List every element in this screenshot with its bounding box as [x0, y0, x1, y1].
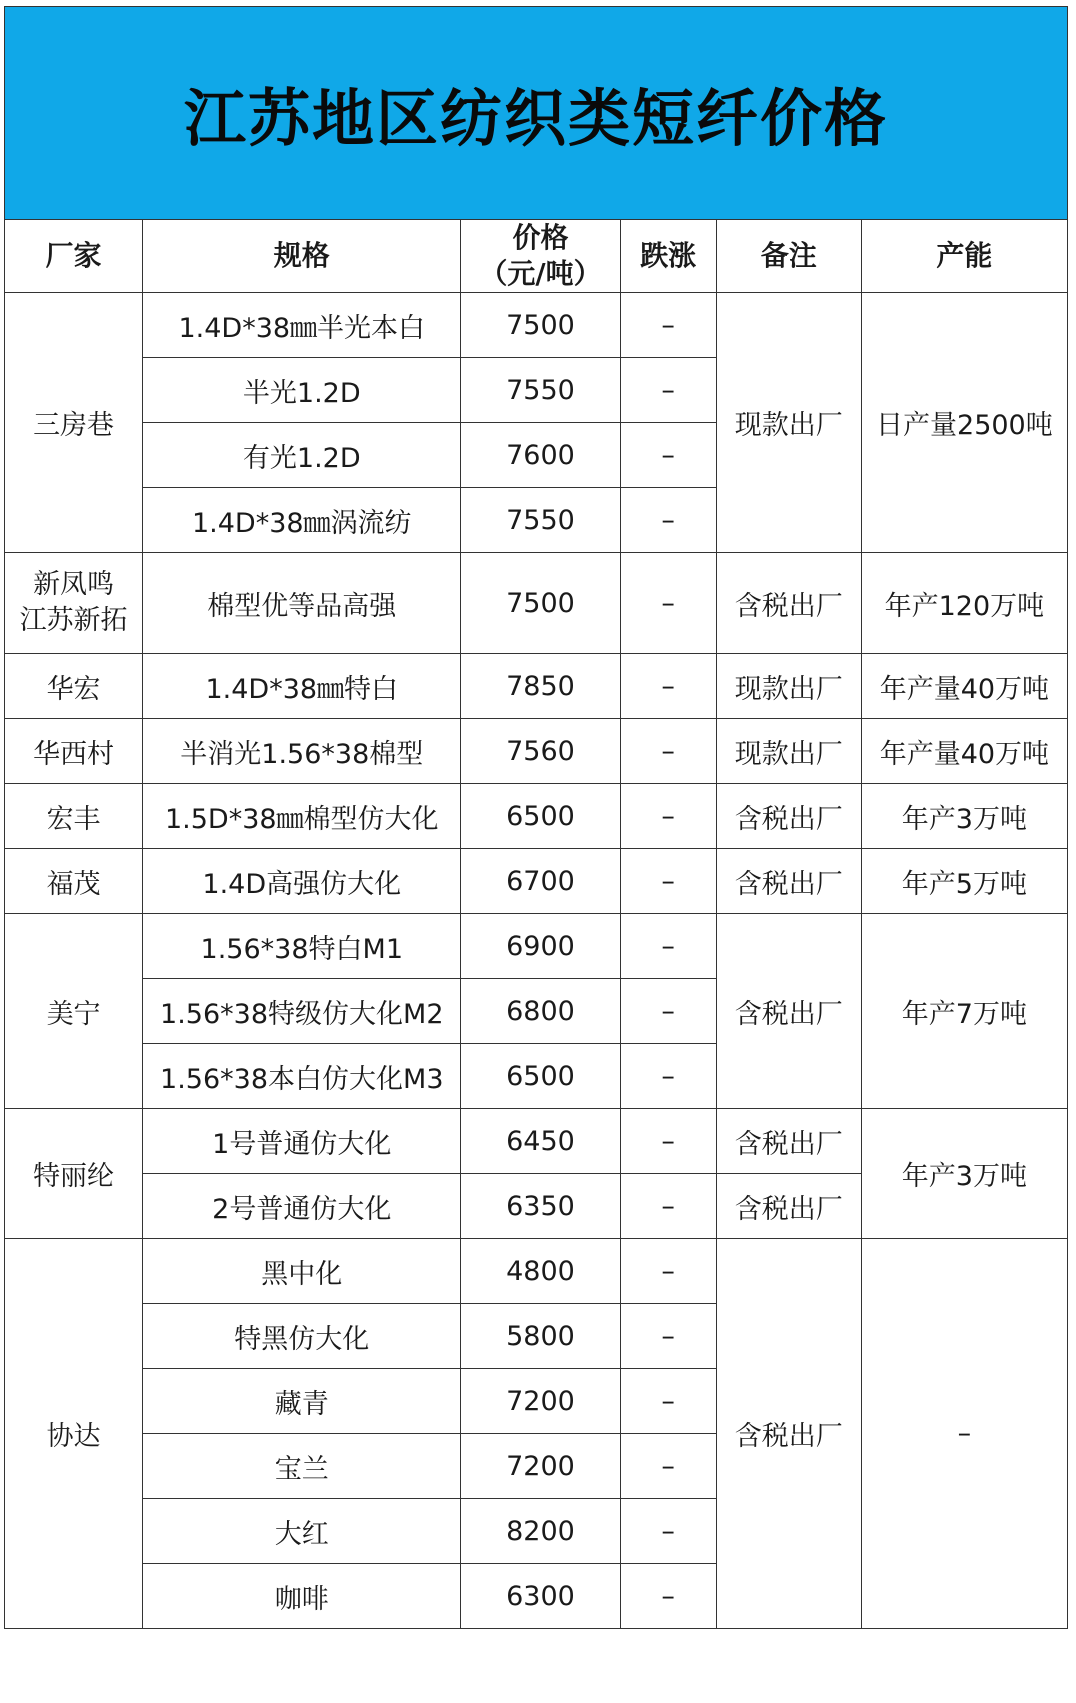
note-cell: 现款出厂	[716, 293, 861, 553]
price-cell: 7550	[461, 358, 620, 423]
note-cell: 含税出厂	[716, 784, 861, 849]
price-cell: 6300	[461, 1564, 620, 1629]
capacity-cell: 年产120万吨	[861, 553, 1067, 654]
spec-cell: 1.56*38特级仿大化M2	[143, 979, 461, 1044]
manufacturer-cell: 美宁	[5, 914, 143, 1109]
change-cell: –	[620, 1044, 716, 1109]
change-cell: –	[620, 1304, 716, 1369]
header-spec: 规格	[143, 220, 461, 293]
capacity-cell: 年产3万吨	[861, 1109, 1067, 1239]
capacity-cell: 年产量40万吨	[861, 719, 1067, 784]
header-manufacturer: 厂家	[5, 220, 143, 293]
price-table	[4, 219, 1068, 1629]
spec-cell: 宝兰	[143, 1434, 461, 1499]
note-cell: 含税出厂	[716, 849, 861, 914]
price-cell: 5800	[461, 1304, 620, 1369]
table-row	[5, 654, 1068, 719]
change-cell: –	[620, 719, 716, 784]
note-cell: 含税出厂	[716, 553, 861, 654]
price-cell: 6500	[461, 1044, 620, 1109]
price-cell: 6450	[461, 1109, 620, 1174]
change-cell: –	[620, 293, 716, 358]
note-cell: 现款出厂	[716, 654, 861, 719]
change-cell: –	[620, 1564, 716, 1629]
manufacturer-cell: 三房巷	[5, 293, 143, 553]
spec-cell: 半光1.2D	[143, 358, 461, 423]
capacity-cell: 年产5万吨	[861, 849, 1067, 914]
price-cell: 7850	[461, 654, 620, 719]
price-cell: 6500	[461, 784, 620, 849]
change-cell: –	[620, 553, 716, 654]
manufacturer-cell	[5, 553, 143, 654]
price-cell: 7500	[461, 553, 620, 654]
price-cell: 7200	[461, 1369, 620, 1434]
manufacturer-cell: 福茂	[5, 849, 143, 914]
spec-cell: 1.56*38本白仿大化M3	[143, 1044, 461, 1109]
header-note: 备注	[716, 220, 861, 293]
spec-cell: 黑中化	[143, 1239, 461, 1304]
spec-cell: 大红	[143, 1499, 461, 1564]
manufacturer-name-line2: 江苏新拓	[19, 605, 128, 636]
capacity-cell: 年产量40万吨	[861, 654, 1067, 719]
table-row	[5, 719, 1068, 784]
spec-cell: 有光1.2D	[143, 423, 461, 488]
change-cell: –	[620, 423, 716, 488]
note-cell: 含税出厂	[716, 914, 861, 1109]
header-capacity: 产能	[861, 220, 1067, 293]
change-cell: –	[620, 1239, 716, 1304]
change-cell: –	[620, 849, 716, 914]
table-row	[5, 1239, 1068, 1304]
header-price	[461, 220, 620, 293]
change-cell: –	[620, 1499, 716, 1564]
manufacturer-cell: 协达	[5, 1239, 143, 1629]
spec-cell: 1.56*38特白M1	[143, 914, 461, 979]
note-cell: 含税出厂	[716, 1109, 861, 1174]
price-cell: 6350	[461, 1174, 620, 1239]
capacity-cell: 日产量2500吨	[861, 293, 1067, 553]
change-cell: –	[620, 914, 716, 979]
price-cell: 7560	[461, 719, 620, 784]
table-row	[5, 293, 1068, 358]
note-cell: 现款出厂	[716, 719, 861, 784]
manufacturer-name-line1: 新凤鸣	[33, 569, 115, 600]
table-row	[5, 1109, 1068, 1174]
change-cell: –	[620, 979, 716, 1044]
price-cell: 4800	[461, 1239, 620, 1304]
spec-cell: 1号普通仿大化	[143, 1109, 461, 1174]
change-cell: –	[620, 488, 716, 553]
spec-cell: 1.4D高强仿大化	[143, 849, 461, 914]
header-price-unit: （元/吨）	[479, 257, 602, 290]
capacity-cell: 年产7万吨	[861, 914, 1067, 1109]
header-change: 跌涨	[620, 220, 716, 293]
spec-cell: 2号普通仿大化	[143, 1174, 461, 1239]
spec-cell: 棉型优等品高强	[143, 553, 461, 654]
price-sheet	[4, 6, 1068, 1629]
spec-cell: 特黑仿大化	[143, 1304, 461, 1369]
change-cell: –	[620, 1434, 716, 1499]
spec-cell: 1.5D*38㎜棉型仿大化	[143, 784, 461, 849]
change-cell: –	[620, 1109, 716, 1174]
spec-cell: 1.4D*38㎜涡流纺	[143, 488, 461, 553]
note-cell: 含税出厂	[716, 1174, 861, 1239]
price-cell: 7550	[461, 488, 620, 553]
price-cell: 6700	[461, 849, 620, 914]
note-cell: 含税出厂	[716, 1239, 861, 1629]
manufacturer-cell: 特丽纶	[5, 1109, 143, 1239]
price-cell: 7600	[461, 423, 620, 488]
table-row	[5, 784, 1068, 849]
table-row	[5, 849, 1068, 914]
capacity-cell: 年产3万吨	[861, 784, 1067, 849]
table-row	[5, 553, 1068, 654]
price-cell: 8200	[461, 1499, 620, 1564]
sheet-title: 江苏地区纺织类短纤价格	[183, 81, 888, 155]
title-banner	[4, 6, 1068, 219]
manufacturer-cell: 华宏	[5, 654, 143, 719]
manufacturer-cell: 宏丰	[5, 784, 143, 849]
spec-cell: 1.4D*38㎜特白	[143, 654, 461, 719]
change-cell: –	[620, 784, 716, 849]
spec-cell: 半消光1.56*38棉型	[143, 719, 461, 784]
change-cell: –	[620, 1174, 716, 1239]
spec-cell: 1.4D*38㎜半光本白	[143, 293, 461, 358]
change-cell: –	[620, 654, 716, 719]
change-cell: –	[620, 1369, 716, 1434]
price-cell: 6800	[461, 979, 620, 1044]
spec-cell: 咖啡	[143, 1564, 461, 1629]
spec-cell: 藏青	[143, 1369, 461, 1434]
price-cell: 7500	[461, 293, 620, 358]
change-cell: –	[620, 358, 716, 423]
header-row	[5, 220, 1068, 293]
header-price-label: 价格	[512, 221, 569, 254]
table-row	[5, 914, 1068, 979]
capacity-cell: –	[861, 1239, 1067, 1629]
manufacturer-cell: 华西村	[5, 719, 143, 784]
price-cell: 7200	[461, 1434, 620, 1499]
price-cell: 6900	[461, 914, 620, 979]
